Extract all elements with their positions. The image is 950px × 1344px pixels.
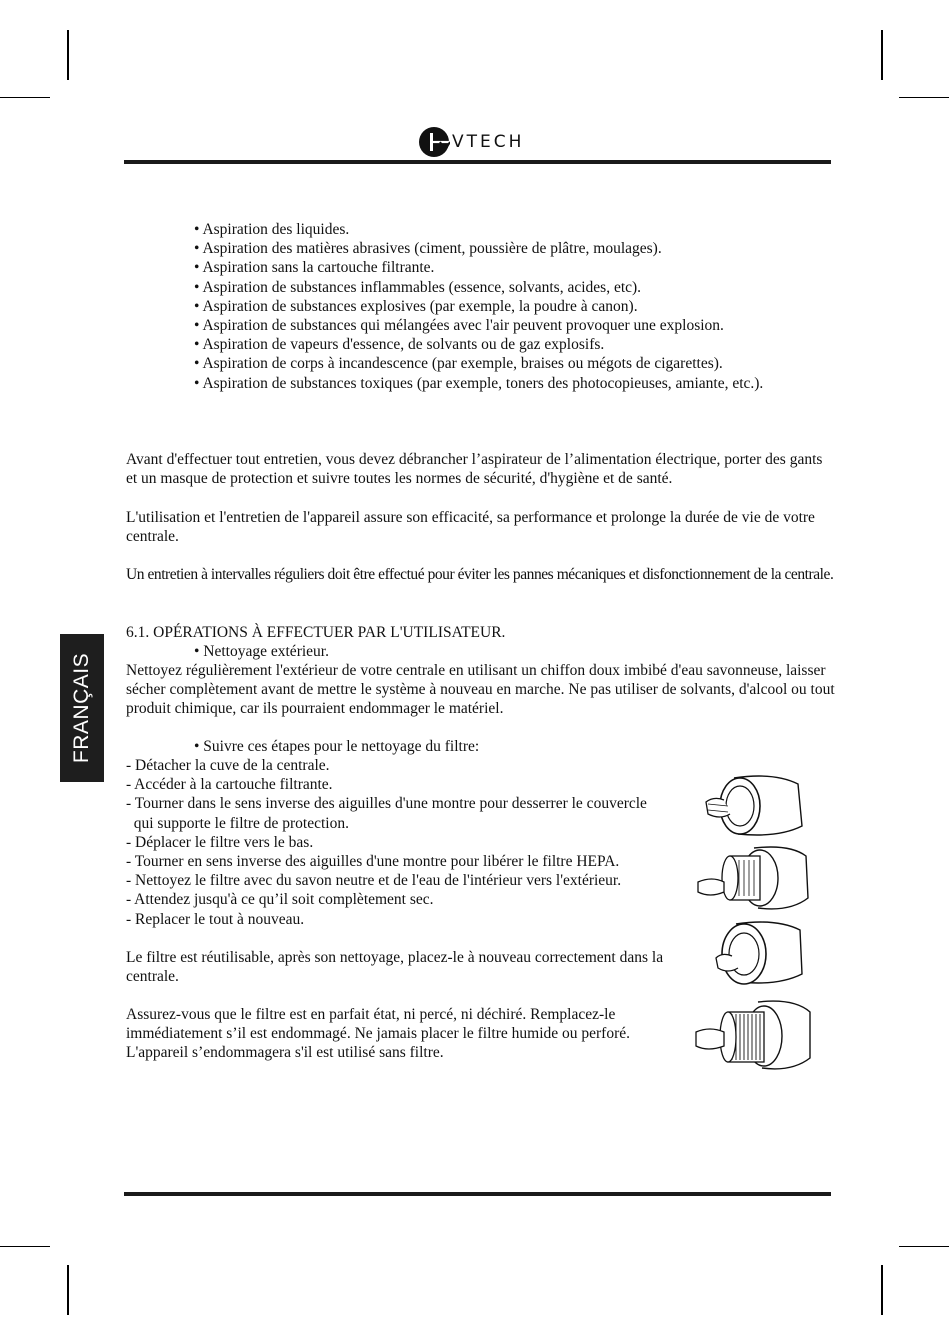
crop-mark	[881, 30, 883, 80]
brand-logo	[418, 125, 524, 159]
list-item: - Tourner dans le sens inverse des aiguilles d'une montre pour desserrer le couvercle	[126, 795, 647, 813]
filter-reuse-text: Le filtre est réutilisable, après son nettoyage, placez-le à nouveau correctement dans la centrale.	[126, 949, 664, 985]
list-item: - Replacer le tout à nouveau.	[126, 910, 305, 928]
crop-mark	[899, 1246, 949, 1247]
crop-mark	[67, 30, 69, 80]
list-item: - Détacher la cuve de la centrale.	[126, 757, 330, 774]
prohibited-uses-list	[194, 220, 763, 393]
maintenance-intro-paragraph: Avant d'effectuer tout entretien, vous devez débrancher l’aspirateur de l’alimentation électrique, porter des gants et un masque de protection et suivre toutes les normes de sécurité, d'hygiène et de santé.	[126, 451, 823, 487]
filter-cover-rotate-illustration	[694, 916, 814, 992]
filter-cover-unscrew-illustration	[694, 770, 814, 842]
filter-cleaning-steps	[126, 756, 716, 929]
list-item: • Aspiration de corps à incandescence (par exemple, braises ou mégots de cigarettes).	[194, 355, 723, 373]
list-item: - Attendez jusqu'à ce qu’il soit complètement sec.	[126, 891, 434, 909]
footer-rule	[124, 1192, 831, 1196]
brand-name: VTECH	[452, 132, 525, 152]
exterior-cleaning-bullet: • Nettoyage extérieur.	[194, 643, 329, 660]
language-tab	[60, 634, 104, 782]
crop-mark	[0, 97, 50, 98]
list-item: • Aspiration sans la cartouche filtrante.	[194, 259, 435, 277]
list-item: • Aspiration de substances toxiques (par exemple, toners des photocopieuses, amiante, etc.).	[194, 374, 764, 392]
section-heading: 6.1. OPÉRATIONS À EFFECTUER PAR L'UTILISATEUR.	[126, 624, 506, 641]
list-item: • Aspiration de vapeurs d'essence, de solvants ou de gaz explosifs.	[194, 336, 605, 354]
list-item: • Aspiration des matières abrasives (ciment, poussière de plâtre, moulages).	[194, 240, 662, 258]
header-rule	[124, 160, 831, 164]
exterior-cleaning-text: Nettoyez régulièrement l'extérieur de votre centrale en utilisant un chiffon doux imbibé d'eau savonneuse, laisser sécher complètement avant de mettre le système à nouveau en marche. Ne pas utiliser de solvants, d'alcool ou tout produit chimique, car ils pourraient endommager le matériel.	[126, 662, 835, 717]
list-item: • Aspiration de substances qui mélangées avec l'air peuvent provoquer une explosion.	[194, 316, 724, 334]
list-item: - Accéder à la cartouche filtrante.	[126, 776, 333, 794]
efficiency-paragraph: L'utilisation et l'entretien de l'appareil assure son efficacité, sa performance et prolonge la durée de vie de votre centrale.	[126, 509, 815, 545]
list-item: qui supporte le filtre de protection.	[126, 814, 349, 832]
list-item: - Nettoyez le filtre avec du savon neutre et de l'eau de l'intérieur vers l'extérieur.	[126, 872, 622, 890]
list-item: • Aspiration de substances inflammables (essence, solvants, acides, etc).	[194, 278, 642, 296]
list-item: - Tourner en sens inverse des aiguilles d'une montre pour libérer le filtre HEPA.	[126, 852, 620, 870]
regular-maintenance-paragraph: Un entretien à intervalles réguliers doit être effectué pour éviter les pannes mécaniques et disfonctionnement de la centrale.	[126, 566, 834, 583]
list-item: • Aspiration de substances explosives (par exemple, la poudre à canon).	[194, 297, 638, 315]
hepa-filter-removal-illustration	[694, 996, 814, 1080]
crop-mark	[899, 97, 949, 98]
filter-cleaning-bullet: • Suivre ces étapes pour le nettoyage du filtre:	[194, 738, 480, 755]
crop-mark	[67, 1265, 69, 1315]
crop-mark	[0, 1246, 50, 1247]
hvtech-logo-icon	[418, 126, 450, 158]
filter-warning-text: Assurez-vous que le filtre est en parfait état, ni percé, ni déchiré. Remplacez-le immédiatement s’il est endommagé. Ne jamais placer le filtre humide ou perforé. L'appareil s’endommagera s'il est utilisé sans filtre.	[126, 1006, 630, 1061]
list-item: - Déplacer le filtre vers le bas.	[126, 833, 314, 851]
language-tab-label: FRANÇAIS	[70, 652, 93, 764]
crop-mark	[881, 1265, 883, 1315]
filter-removal-illustration	[694, 842, 814, 916]
list-item: • Aspiration des liquides.	[194, 221, 350, 238]
